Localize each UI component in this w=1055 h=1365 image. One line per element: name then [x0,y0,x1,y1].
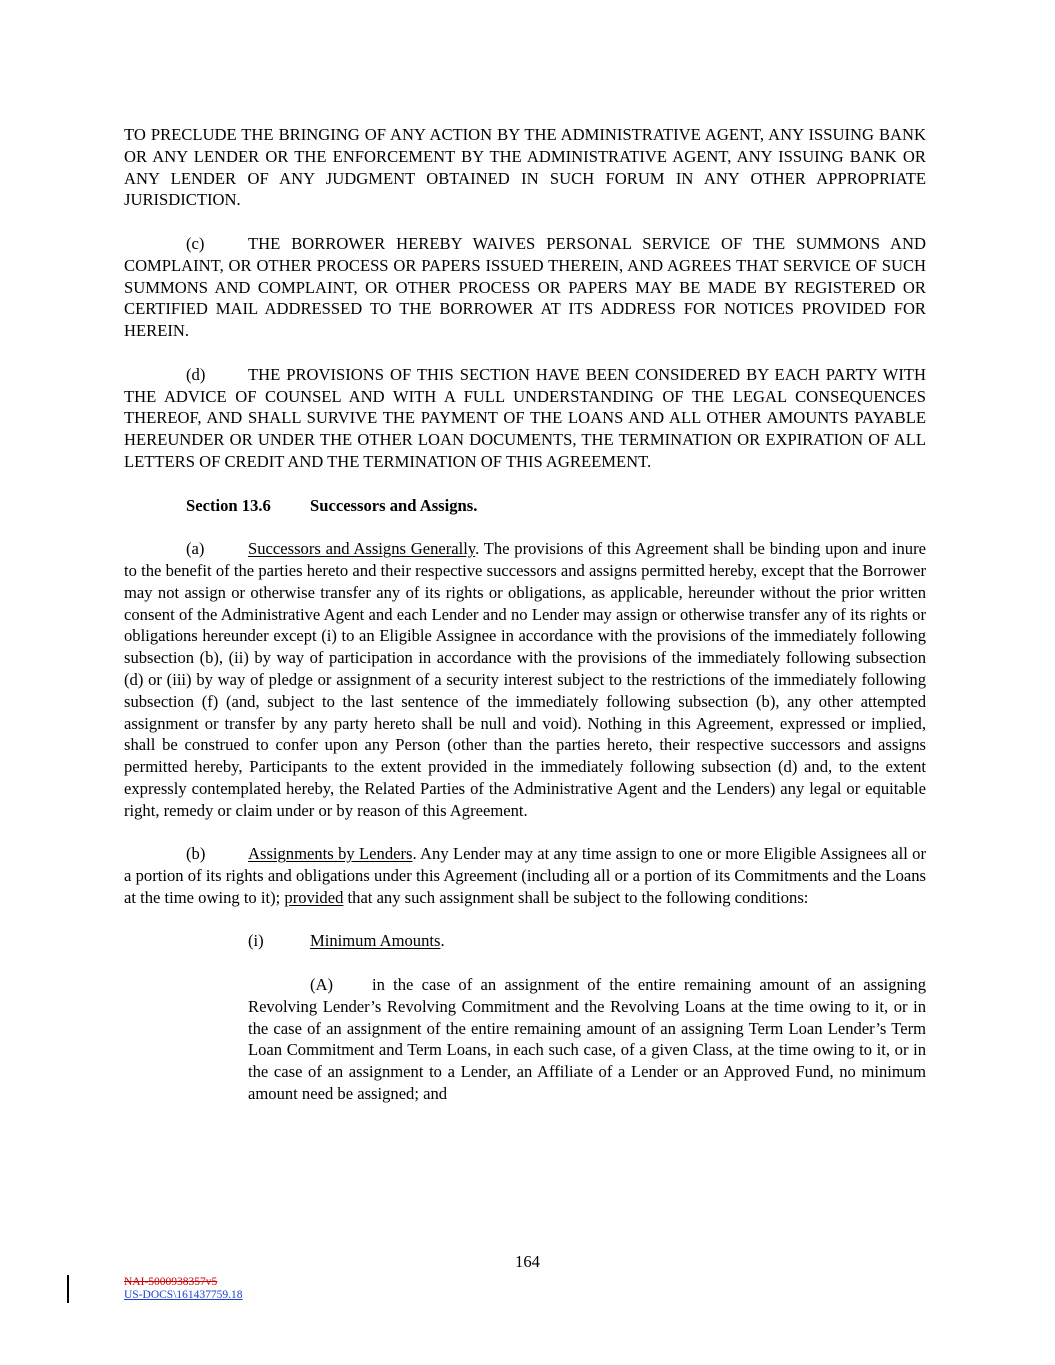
subsection-A-label: (A) [310,975,334,995]
subsection-i [124,930,926,952]
subsection-b-text-2: that any such assignment shall be subject to the following conditions: [343,887,809,907]
paragraph-d-text: THE PROVISIONS OF THIS SECTION HAVE BEEN CONSIDERED BY EACH PARTY WITH THE ADVICE OF COUNSEL AND WITH A FULL UNDERSTANDING OF THE LEGAL CONSEQUENCES THEREOF, AND SHALL SURVIVE THE PAYMENT OF THE LOANS AND ALL OTHER AMOUNTS PAYABLE HEREUNDER OR UNDER THE OTHER LOAN DOCUMENTS, THE TERMINATION OR EXPIRATION OF ALL LETTERS OF CREDIT AND THE TERMINATION OF THIS AGREEMENT. [124,364,926,471]
subsection-i-label: (i) [248,931,264,951]
change-bar [67,1275,69,1303]
paragraph-c [124,233,926,342]
subsection-b [124,843,926,908]
footer-new-doc-id: US-DOCS\161437759.18 [124,1289,243,1301]
footer-old-doc-id: NAI-5000938357v5 [124,1276,218,1288]
subsection-i-heading: Minimum Amounts [310,931,441,951]
subsection-a-text: . The provisions of this Agreement shall be binding upon and inure to the benefit of the parties hereto and their respective successors and assigns permitted hereby, except that the Borrower may not assign or otherwise transfer any of its rights or obligations, as applicable, hereunder without the prior written consent of the Administrative Agent and each Lender and no Lender may assign or otherwise transfer any of its rights or obligations hereunder except (i) to an Eligible Assignee in accordance with the provisions of the immediately following subsection (b), (ii) by way of participation in accordance with the provisions of the immediately following subsection (d) or (iii) by way of pledge or assignment of a security interest subject to the restrictions of the immediately following subsection (f) (and, subject to the last sentence of the immediately following subsection (b), any other attempted assignment or transfer by any party hereto shall be null and void). Nothing in this Agreement, expressed or implied, shall be construed to confer upon any Person (other than the parties hereto, their respective successors and assigns permitted hereby, Participants to the extent provided in the immediately following subsection (d) and, to the extent expressly contemplated hereby, the Related Parties of the Administrative Agent and the Lenders) any legal or equitable right, remedy or claim under or by reason of this Agreement. [124,539,926,820]
paragraph-continuation: TO PRECLUDE THE BRINGING OF ANY ACTION BY THE ADMINISTRATIVE AGENT, ANY ISSUING BANK OR ANY LENDER OR THE ENFORCEMENT BY THE ADMINISTRATIVE AGENT, ANY ISSUING BANK OR ANY LENDER OF ANY JUDGMENT OBTAINED IN SUCH FORUM IN ANY OTHER APPROPRIATE JURISDICTION. [124,125,926,210]
subsection-b-text-1: . Any Lender may at any time assign to one or more Eligible Assignees all or a portion of its rights and obligations under this Agreement (including all or a portion of its Commitments and the Loans at the time owing to it); [124,844,926,907]
subsection-b-heading: Assignments by Lenders [248,844,413,864]
subsection-i-period: . [440,931,445,951]
paragraph-c-label: (c) [186,233,205,253]
document-page [124,124,926,1105]
subsection-A-text: in the case of an assignment of the entire remaining amount of an assigning Revolving Lender’s Revolving Commitment and the Revolving Loans at the time owing to it, or in the case of an assignment of the entire remaining amount of an assigning Term Loan Lender’s Term Loan Commitment and Term Loans, in each such case, of a given Class, at the time owing to it, or in the case of an assignment to a Lender, an Affiliate of a Lender or an Approved Fund, no minimum amount need be assigned; and [248,975,926,1104]
paragraph-d-label: (d) [186,364,206,384]
subsection-A [248,974,926,1105]
footer-doc-ids [124,1276,243,1302]
section-heading [124,495,926,517]
page-number: 164 [515,1252,540,1271]
paragraph-d [124,364,926,473]
paragraph-c-text: THE BORROWER HEREBY WAIVES PERSONAL SERVICE OF THE SUMMONS AND COMPLAINT, OR OTHER PROCESS OR PAPERS ISSUED THEREIN, AND AGREES THAT SERVICE OF SUCH SUMMONS AND COMPLAINT, OR OTHER PROCESS OR PAPERS MAY BE MADE BY REGISTERED OR CERTIFIED MAIL ADDRESSED TO THE BORROWER AT ITS ADDRESS FOR NOTICES PROVIDED FOR HEREIN. [124,233,926,341]
subsection-b-label: (b) [186,844,206,864]
subsection-a [124,538,926,821]
section-title: Successors and Assigns. [310,495,478,515]
subsection-a-heading: Successors and Assigns Generally [248,539,476,559]
subsection-a-label: (a) [186,539,205,559]
section-number: Section 13.6 [186,495,271,515]
provided-term: provided [284,887,344,907]
